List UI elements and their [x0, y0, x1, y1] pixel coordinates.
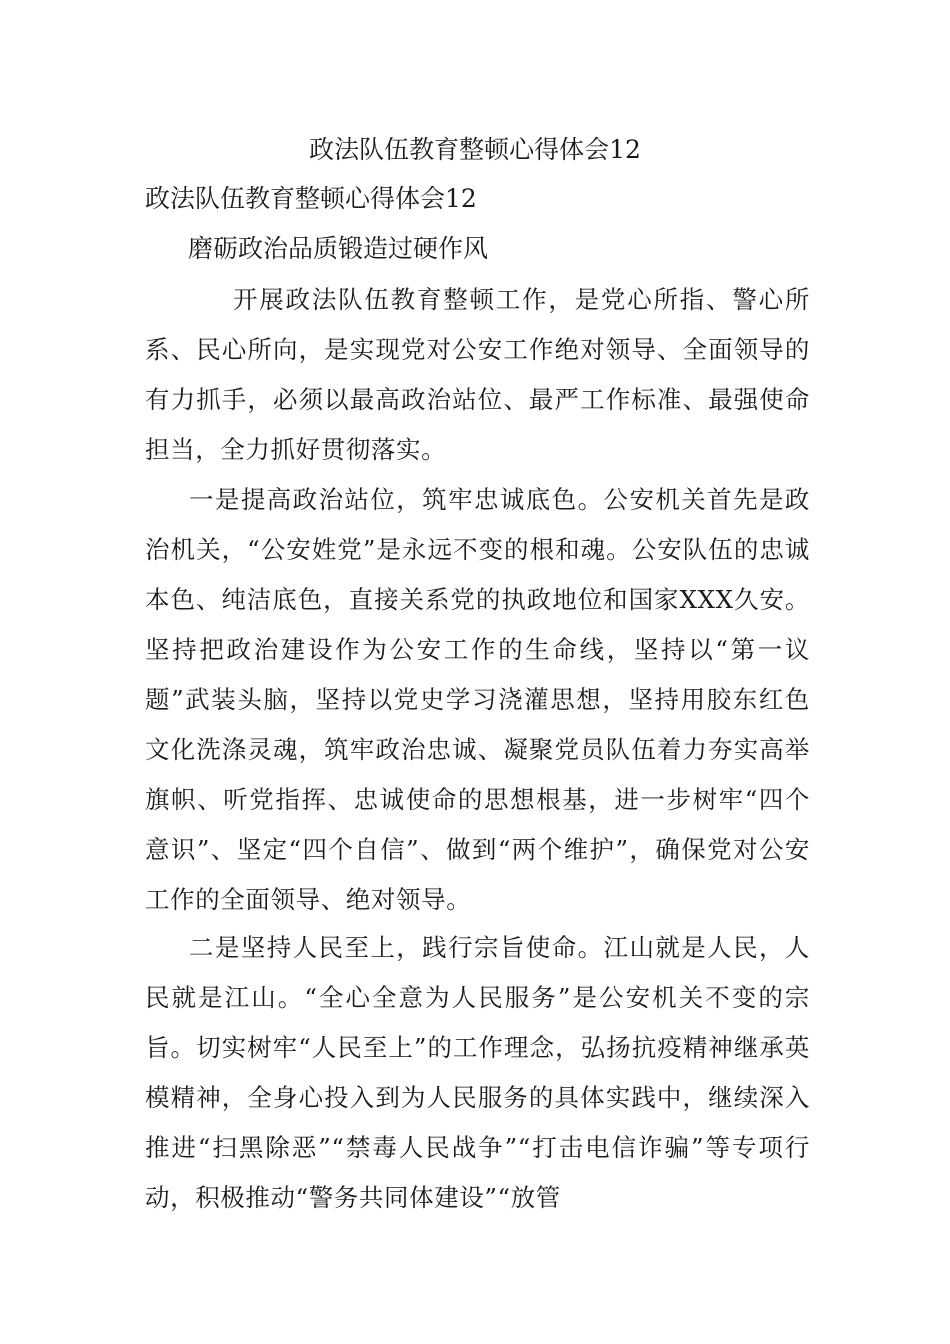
paragraph-people-first: 二是坚持人民至上，践行宗旨使命。江山就是人民，人民就是江山。“全心全意为人民服务”是公安机关不变的宗旨。切实树牢“人民至上”的工作理念，弘扬抗疫精神继承英模精神，全身心投入到为人民服务的具体实践中，继续深入推进“扫黑除恶”“禁毒人民战争”“打击电信诈骗”等专项行动，积极推动“警务共同体建设”“放管	[145, 933, 810, 1212]
paragraph-political-stance: 一是提高政治站位，筑牢忠诚底色。公安机关首先是政治机关，“公安姓党”是永远不变的根和魂。公安队伍的忠诚本色、纯洁底色，直接关系党的执政地位和国家XXX久安。坚持把政治建设作为公安工作的生命线，坚持以“第一议题”武装头脑，坚持以党史学习浇灌思想，坚持用胶东红色文化洗涤灵魂，筑牢政治忠诚、凝聚党员队伍着力夯实高举旗帜、听党指挥、忠诚使命的思想根基，进一步树牢“四个意识”、坚定“四个自信”、做到“两个维护”，确保党对公安工作的全面领导、绝对领导。	[145, 485, 810, 914]
lead-heading: 磨砺政治品质锻造过硬作风	[188, 234, 489, 263]
paragraph-intro: 开展政法队伍教育整顿工作，是党心所指、警心所系、民心所向，是实现党对公安工作绝对领导、全面领导的有力抓手，必须以最高政治站位、最严工作标准、最强使命担当，全力抓好贯彻落实。	[145, 285, 810, 464]
document-subtitle: 政法队伍教育整顿心得体会12	[145, 184, 477, 213]
document-title: 政法队伍教育整顿心得体会12	[309, 135, 641, 164]
